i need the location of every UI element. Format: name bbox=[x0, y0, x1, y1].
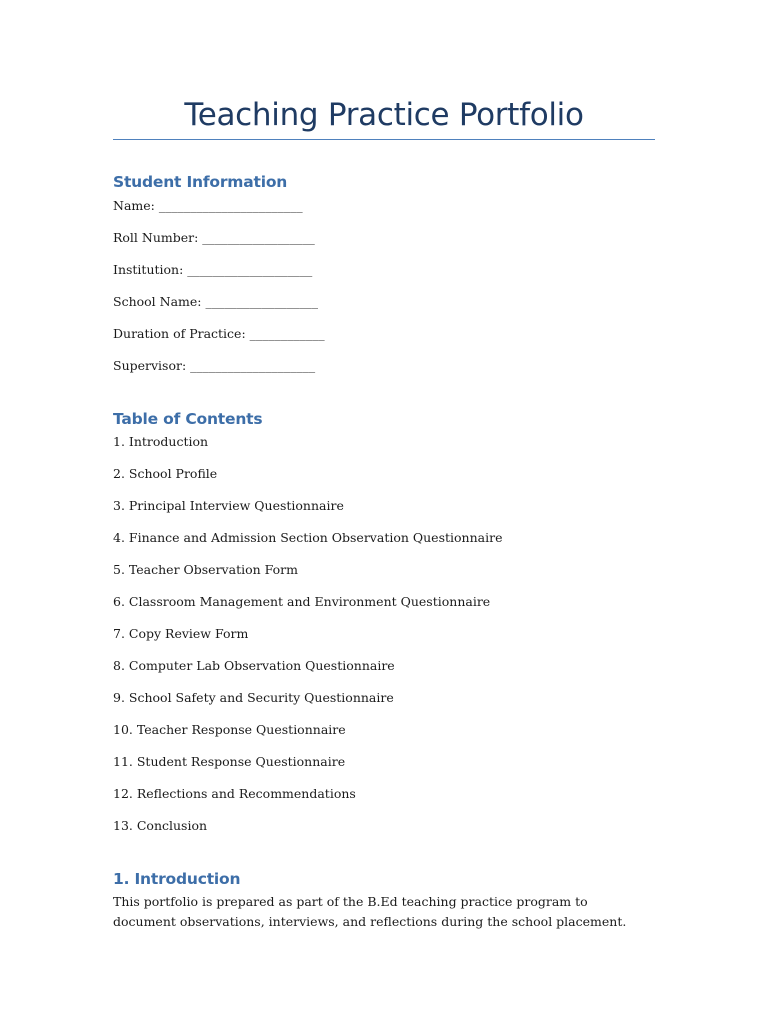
toc-item: 7. Copy Review Form bbox=[113, 626, 249, 641]
field-supervisor: Supervisor: ____________________ bbox=[113, 358, 316, 373]
field-roll-number: Roll Number: __________________ bbox=[113, 230, 315, 245]
document-title: Teaching Practice Portfolio bbox=[184, 97, 584, 133]
toc-item: 10. Teacher Response Questionnaire bbox=[113, 722, 346, 737]
table-of-contents-heading: Table of Contents bbox=[113, 410, 263, 428]
toc-item: 4. Finance and Admission Section Observation Questionnaire bbox=[113, 530, 503, 545]
field-school-name: School Name: __________________ bbox=[113, 294, 318, 309]
introduction-paragraph: This portfolio is prepared as part of the B.Ed teaching practice program to document observations, interviews, and reflections during the school placement. bbox=[113, 894, 627, 929]
field-institution: Institution: ____________________ bbox=[113, 262, 313, 277]
field-duration-of-practice: Duration of Practice: ____________ bbox=[113, 326, 325, 341]
toc-item: 5. Teacher Observation Form bbox=[113, 562, 298, 577]
toc-item: 11. Student Response Questionnaire bbox=[113, 754, 346, 769]
toc-item: 2. School Profile bbox=[113, 466, 218, 481]
toc-item: 8. Computer Lab Observation Questionnaire bbox=[113, 658, 395, 673]
toc-item: 3. Principal Interview Questionnaire bbox=[113, 498, 344, 513]
toc-item: 9. School Safety and Security Questionnaire bbox=[113, 690, 394, 705]
toc-item: 6. Classroom Management and Environment Questionnaire bbox=[113, 594, 491, 609]
field-name: Name: _______________________ bbox=[113, 198, 303, 213]
introduction-heading: 1. Introduction bbox=[113, 870, 241, 888]
toc-item: 12. Reflections and Recommendations bbox=[113, 786, 356, 801]
toc-item: 1. Introduction bbox=[113, 434, 209, 449]
title-underline-rule bbox=[113, 139, 655, 140]
toc-item: 13. Conclusion bbox=[113, 818, 208, 833]
student-information-heading: Student Information bbox=[113, 173, 288, 191]
